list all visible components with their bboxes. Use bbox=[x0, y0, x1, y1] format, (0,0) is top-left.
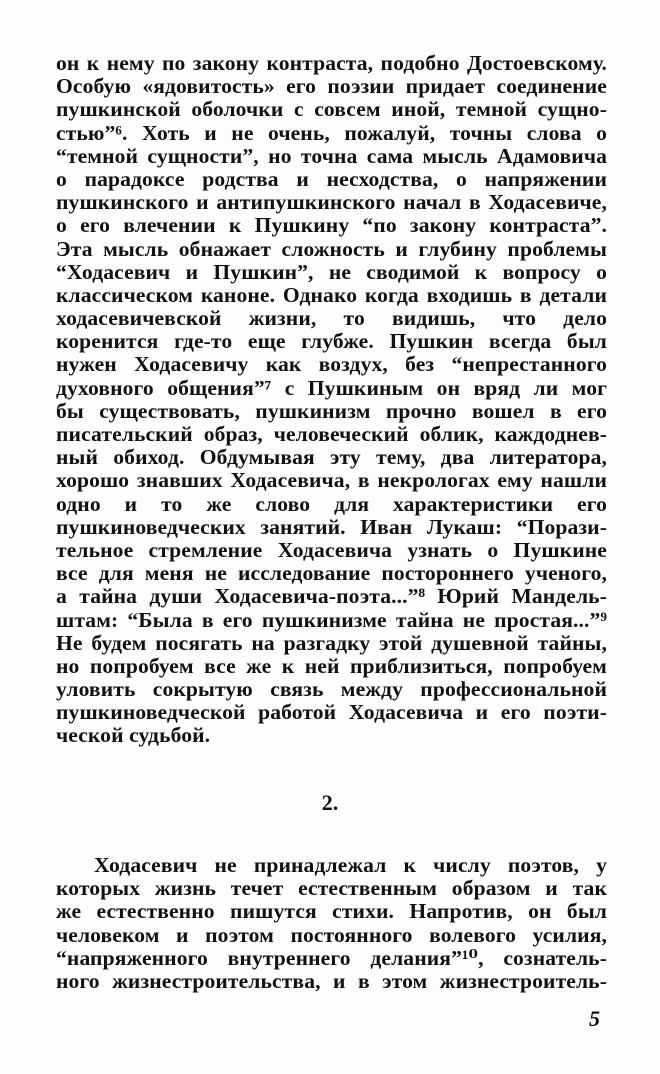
text-line: “напряженного внутреннего делания”¹⁰, сознатель- bbox=[56, 945, 607, 970]
paragraph-2 bbox=[56, 854, 607, 993]
text-line: пушкиноведческих занятий. Иван Лукаш: “Порази- bbox=[56, 514, 607, 539]
text-line: писательский образ, человеческий облик, каждоднев- bbox=[56, 422, 607, 446]
section-number: 2. bbox=[321, 790, 339, 815]
paragraph-1 bbox=[56, 52, 607, 748]
text-line: ного жизнестроительства, и в этом жизнестроитель- bbox=[56, 968, 607, 993]
text-line: пушкинской оболочки с совсем иной, темной сущно- bbox=[56, 97, 607, 122]
text-line: уловить сокрытую связь между профессиональной bbox=[56, 677, 607, 702]
text-line: о парадоксе родства и несходства, о напряжении bbox=[56, 166, 607, 191]
text-line: тельное стремление Ходасевича узнать о Пушкине bbox=[56, 537, 607, 562]
text-line: о его влечении к Пушкину “по закону контраста”. bbox=[56, 213, 607, 238]
text-line: же естественно пишутся стихи. Напротив, он был bbox=[56, 899, 607, 924]
text-line: ческой судьбой. bbox=[56, 723, 211, 748]
text-line: которых жизнь течет естественным образом и так bbox=[56, 876, 607, 901]
text-line: пушкинского и антипушкинского начал в Ходасевиче, bbox=[56, 190, 607, 215]
page-number: 5 bbox=[589, 1006, 600, 1031]
text-line: Ходасевич не принадлежал к числу поэтов, у bbox=[94, 853, 607, 877]
text-line: но попробуем все же к ней приблизиться, попробуем bbox=[56, 653, 607, 678]
text-line: Особую «ядовитость» его поэзии придает соединение bbox=[56, 74, 607, 99]
text-line: ходасевичевской жизни, то видишь, что дело bbox=[56, 306, 607, 331]
text-line: Эта мысль обнажает сложность и глубину проблемы bbox=[56, 236, 607, 261]
text-line: “темной сущности”, но точна сама мысль Адамовича bbox=[56, 143, 607, 168]
text-line: духовного общения”⁷ с Пушкиным он вряд ли мог bbox=[56, 375, 607, 400]
text-line: “Ходасевич и Пушкин”, не сводимой к вопросу о bbox=[56, 259, 607, 284]
text-line: хорошо знавших Ходасевича, в некрологах ему нашли bbox=[56, 468, 607, 493]
text-line: стью”⁶. Хоть и не очень, пожалуй, точны слова о bbox=[56, 120, 607, 145]
text-line: Не будем посягать на разгадку этой душевной тайны, bbox=[56, 630, 607, 655]
text-line: нужен Ходасевичу как воздух, без “непрестанного bbox=[56, 352, 607, 377]
text-line: классическом каноне. Однако когда входишь в детали bbox=[56, 282, 607, 307]
text-line: ный обиход. Обдумывая эту тему, два литератора, bbox=[56, 445, 607, 470]
text-line: пушкиноведческой работой Ходасевича и его поэти- bbox=[56, 700, 607, 725]
text-line: бы существовать, пушкинизм прочно вошел в его bbox=[56, 398, 607, 423]
text-line: коренится где-то еще глубже. Пушкин всегда был bbox=[56, 329, 607, 354]
text-line: он к нему по закону контраста, подобно Достоевскому. bbox=[56, 51, 607, 75]
text-line: одно и то же слово для характеристики его bbox=[56, 491, 607, 516]
text-line: человеком и поэтом постоянного волевого усилия, bbox=[56, 922, 607, 947]
text-line: все для меня не исследование постороннего ученого, bbox=[56, 561, 607, 586]
text-line: а тайна души Ходасевича-поэта...”⁸ Юрий Мандель- bbox=[56, 584, 607, 609]
text-line: штам: “Была в его пушкинизме тайна не простая...”⁹ bbox=[56, 607, 607, 632]
